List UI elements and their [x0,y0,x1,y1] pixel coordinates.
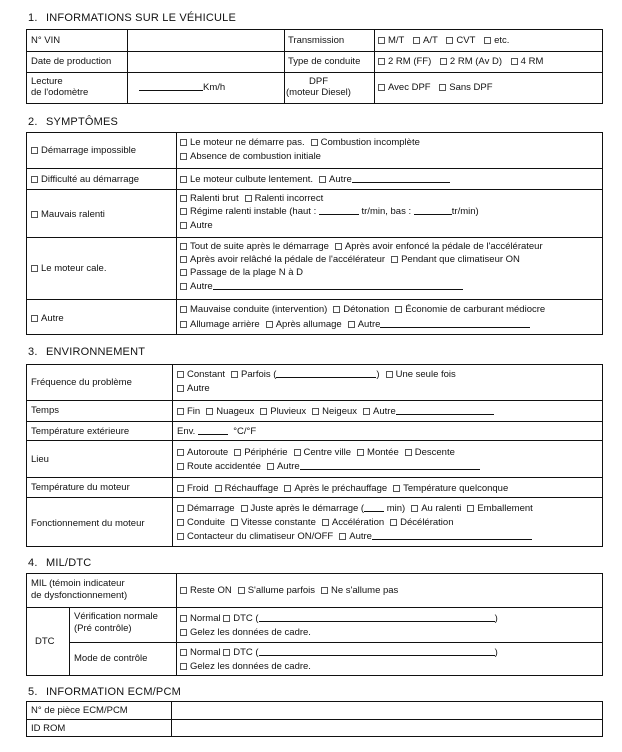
label: ) [494,613,498,624]
fill-in-line[interactable] [213,281,463,290]
divider [176,574,177,675]
label: 3. [28,346,38,358]
checkbox[interactable] [446,37,453,44]
label: Descente [414,447,455,458]
option-group[interactable] [177,369,456,381]
divider [27,607,602,608]
checkbox[interactable] [245,195,252,202]
label: Parfois ( [241,369,277,380]
label: Neigeux [322,406,358,417]
option-group[interactable] [180,254,520,266]
checkbox[interactable] [180,256,187,263]
checkbox[interactable] [266,321,273,328]
label: Régime ralenti instable (haut : [190,206,317,217]
fill-in-line[interactable] [364,503,384,512]
divider [27,72,602,73]
label: M/T [388,35,405,46]
checkbox[interactable] [386,371,393,378]
option-group[interactable] [180,661,311,673]
checkbox[interactable] [177,449,184,456]
checkbox[interactable] [223,615,230,622]
label: Accélération [331,517,385,528]
label: DTC ( [233,647,259,658]
option-group[interactable] [180,627,311,639]
label: Vitesse constante [241,517,316,528]
checkbox[interactable] [339,533,346,540]
label: N° de pièce ECM/PCM [31,705,128,716]
environment-table [26,364,603,547]
checkbox[interactable] [180,663,187,670]
label: Économie de carburant médiocre [405,304,546,315]
checkbox[interactable] [267,463,274,470]
label: Absence de combustion initiale [190,151,321,162]
checkbox[interactable] [180,139,187,146]
label: Autre [373,406,396,417]
checkbox[interactable] [390,519,397,526]
option-group[interactable] [180,613,498,625]
checkbox[interactable] [378,84,385,91]
label: Ne s'allume pas [331,585,399,596]
label: Le moteur cale. [41,263,107,274]
label: Après le préchauffage [294,483,388,494]
divider [284,30,285,103]
checkbox[interactable] [395,306,402,313]
divider [27,497,602,498]
divider [176,133,177,334]
option-group[interactable] [180,319,530,331]
label: Pendant que climatiseur ON [401,254,520,265]
label: Normal [190,613,221,624]
checkbox[interactable] [215,485,222,492]
option-group[interactable] [177,406,494,418]
label: INFORMATION ECM/PCM [46,686,181,698]
checkbox[interactable] [180,195,187,202]
checkbox[interactable] [31,315,38,322]
checkbox[interactable] [180,283,187,290]
option-group[interactable] [177,447,455,459]
label: Centre ville [303,447,352,458]
divider [27,237,602,238]
label: Mauvais ralenti [41,209,105,220]
label: Autre [190,281,213,292]
symptom-no-start[interactable] [31,145,136,157]
checkbox[interactable] [393,485,400,492]
checkbox[interactable] [177,519,184,526]
option-group[interactable] [177,531,532,543]
label: 1. [28,12,38,24]
label: DPF [309,76,328,87]
label: Froid [187,483,209,494]
checkbox[interactable] [284,485,291,492]
fill-in-line[interactable] [276,369,376,378]
fill-in-line[interactable] [198,426,228,435]
checkbox[interactable] [180,306,187,313]
checkbox[interactable] [31,211,38,218]
checkbox[interactable] [378,37,385,44]
transmission-options[interactable] [378,35,515,47]
label: Réchauffage [224,483,279,494]
label: 4 RM [520,56,544,67]
label: ENVIRONNEMENT [46,346,146,358]
label: Allumage arrière [190,319,260,330]
label: ) [376,369,380,380]
symptom-stall[interactable] [31,263,106,275]
label: ) [494,647,498,658]
checkbox[interactable] [348,321,355,328]
checkbox[interactable] [180,615,187,622]
checkbox[interactable] [180,208,187,215]
label: Temps [31,405,59,416]
odometer-field[interactable] [139,82,225,94]
checkbox[interactable] [180,321,187,328]
option-group[interactable] [180,281,463,293]
label: Ralenti incorrect [254,193,324,204]
checkbox[interactable] [322,519,329,526]
label: ID ROM [31,723,66,734]
label: DTC ( [233,613,259,624]
checkbox[interactable] [411,505,418,512]
label: Gelez les données de cadre. [190,661,311,672]
label: Autre [190,220,213,231]
dpf-options[interactable] [378,82,499,94]
label: Autre [187,383,210,394]
label: Après allumage [275,319,342,330]
label: Température du moteur [31,482,130,493]
checkbox[interactable] [260,408,267,415]
label: Après avoir enfoncé la pédale de l'accélérateur [344,241,543,252]
checkbox[interactable] [31,265,38,272]
label: Autre [349,531,372,542]
fill-in-line[interactable] [396,406,494,415]
symptom-bad-idle[interactable] [31,209,105,221]
label: Difficulté au démarrage [41,174,140,185]
option-group[interactable] [180,206,479,218]
fill-in-line[interactable] [139,82,203,91]
label: CVT [456,35,476,46]
checkbox[interactable] [357,449,364,456]
checkbox[interactable] [177,533,184,540]
drive-type-options[interactable] [378,56,549,68]
label: Constant [187,369,226,380]
divider [27,400,602,401]
label: de l'odomètre [31,87,89,98]
option-group[interactable] [180,647,498,659]
checkbox[interactable] [319,176,326,183]
label: Passage de la plage N à D [190,267,304,278]
label: Mauvaise conduite (intervention) [190,304,328,315]
checkbox[interactable] [180,649,187,656]
label: tr/min) [451,206,479,217]
label: Avec DPF [388,82,431,93]
symptoms-table [26,132,603,335]
option-group[interactable] [177,517,453,529]
label: Type de conduite [288,56,361,67]
option-group[interactable] [180,151,321,163]
label: Fonctionnement du moteur [31,518,145,529]
checkbox[interactable] [177,371,184,378]
label: Gelez les données de cadre. [190,627,311,638]
fill-in-line[interactable] [259,647,495,656]
label: Emballement [477,503,533,514]
checkbox[interactable] [177,505,184,512]
ecm-pcm-table [26,701,603,737]
label: Combustion incomplète [320,137,420,148]
symptom-hard-start[interactable] [31,174,139,186]
symptom-other[interactable] [31,313,64,325]
label: Lieu [31,454,49,465]
mil-dtc-table [26,573,603,676]
checkbox[interactable] [223,649,230,656]
fill-in-line[interactable] [352,174,450,183]
checkbox[interactable] [206,408,213,415]
label: (moteur Diesel) [286,87,351,98]
label: Fin [187,406,201,417]
option-group[interactable] [180,193,323,205]
section-4-title [28,557,91,569]
label: (Pré contrôle) [74,623,132,634]
divider [27,189,602,190]
option-group[interactable] [177,461,480,473]
checkbox[interactable] [31,147,38,154]
divider [27,719,602,720]
label: Mode de contrôle [74,653,148,664]
checkbox[interactable] [31,176,38,183]
checkbox[interactable] [484,37,491,44]
label: Nuageux [216,406,255,417]
label: Après avoir relâché la pédale de l'accélérateur [190,254,386,265]
option-group[interactable] [180,304,545,316]
checkbox[interactable] [391,256,398,263]
checkbox[interactable] [180,629,187,636]
label: Démarrage [187,503,235,514]
checkbox[interactable] [180,176,187,183]
section-3-title [28,346,145,358]
checkbox[interactable] [335,243,342,250]
label: S'allume parfois [247,585,316,596]
rom-id-field[interactable] [175,723,595,735]
fill-in-line[interactable] [380,319,530,328]
label: Juste après le démarrage ( [250,503,365,514]
divider [69,607,70,675]
option-group[interactable] [180,267,303,279]
checkbox[interactable] [439,84,446,91]
label: Sans DPF [449,82,493,93]
label: Autre [41,313,64,324]
label: min) [386,503,406,514]
label: Env. [177,426,196,437]
label: 2 RM (Av D) [449,56,503,67]
checkbox[interactable] [467,505,474,512]
checkbox[interactable] [177,408,184,415]
fill-in-line[interactable] [319,206,359,215]
checkbox[interactable] [363,408,370,415]
fill-in-line[interactable] [372,531,532,540]
label: etc. [494,35,510,46]
option-group[interactable] [177,503,533,515]
label: Fréquence du problème [31,377,132,388]
divider [27,421,602,422]
checkbox[interactable] [378,58,385,65]
label: MIL/DTC [46,557,92,569]
label: INFORMATIONS SUR LE VÉHICULE [46,12,236,24]
label: Décélération [400,517,454,528]
fill-in-line[interactable] [259,613,495,622]
ecm-part-number-field[interactable] [175,705,595,717]
option-group[interactable] [177,383,210,395]
checkbox[interactable] [312,408,319,415]
label: Reste ON [190,585,232,596]
label: Le moteur ne démarre pas. [190,137,305,148]
section-1-title [28,12,236,24]
label: Conduite [187,517,226,528]
divider [27,440,602,441]
label: 5. [28,686,38,698]
production-date-label: Date de production [31,56,112,67]
divider [127,30,128,103]
label: Normal [190,647,221,658]
divider [172,365,173,546]
checkbox[interactable] [333,306,340,313]
checkbox[interactable] [311,139,318,146]
option-group[interactable] [180,220,213,232]
option-group[interactable] [177,483,508,495]
divider [69,642,603,643]
label: Autre [276,461,300,472]
checkbox[interactable] [241,505,248,512]
label: 2. [28,116,38,128]
label: de dysfonctionnement) [31,590,128,601]
label: DTC [35,636,55,647]
checkbox[interactable] [180,222,187,229]
divider [27,477,602,478]
checkbox[interactable] [511,58,518,65]
checkbox[interactable] [440,58,447,65]
label: Tout de suite après le démarrage [190,241,329,252]
label: Démarrage impossible [41,145,137,156]
checkbox[interactable] [177,485,184,492]
label: Vérification normale [74,611,158,622]
label: tr/min, bas : [361,206,412,217]
label: MIL (témoin indicateur [31,578,125,589]
option-group[interactable] [180,585,398,597]
option-group[interactable] [180,137,420,149]
checkbox[interactable] [234,449,241,456]
label: Une seule fois [395,369,456,380]
label: Contacteur du climatiseur ON/OFF [187,531,334,542]
checkbox[interactable] [231,371,238,378]
fill-in-line[interactable] [300,461,480,470]
label: Autre [357,319,381,330]
label: SYMPTÔMES [46,116,119,128]
checkbox[interactable] [231,519,238,526]
label: Le moteur culbute lentement. [190,174,314,185]
label: Route accidentée [187,461,261,472]
label: °C/°F [233,426,257,437]
label: Température extérieure [31,426,130,437]
label: Montée [367,447,399,458]
section-5-title [28,686,181,698]
outside-temp-field[interactable] [177,426,256,438]
option-group[interactable] [180,174,450,186]
checkbox[interactable] [321,587,328,594]
checkbox[interactable] [413,37,420,44]
checkbox[interactable] [180,587,187,594]
option-group[interactable] [180,241,543,253]
label: Transmission [288,35,345,46]
fill-in-line[interactable] [414,206,452,215]
checkbox[interactable] [238,587,245,594]
label: Autoroute [187,447,229,458]
label: Périphérie [244,447,288,458]
checkbox[interactable] [177,385,184,392]
label: Autre [329,174,352,185]
divider [374,30,375,103]
label: 4. [28,557,38,569]
vin-label: N° VIN [31,35,61,46]
divider [27,168,602,169]
label: A/T [423,35,438,46]
divider [27,299,602,300]
label: Ralenti brut [190,193,239,204]
checkbox[interactable] [180,269,187,276]
checkbox[interactable] [294,449,301,456]
label: Lecture [31,76,63,87]
vehicle-info-table [26,29,603,104]
checkbox[interactable] [180,153,187,160]
checkbox[interactable] [177,463,184,470]
label: Température quelconque [403,483,509,494]
section-2-title [28,116,118,128]
label: 2 RM (FF) [388,56,432,67]
label: Détonation [343,304,390,315]
label: Au ralenti [421,503,462,514]
checkbox[interactable] [405,449,412,456]
checkbox[interactable] [180,243,187,250]
divider [27,51,602,52]
label: Pluvieux [270,406,307,417]
label: Km/h [203,82,226,93]
